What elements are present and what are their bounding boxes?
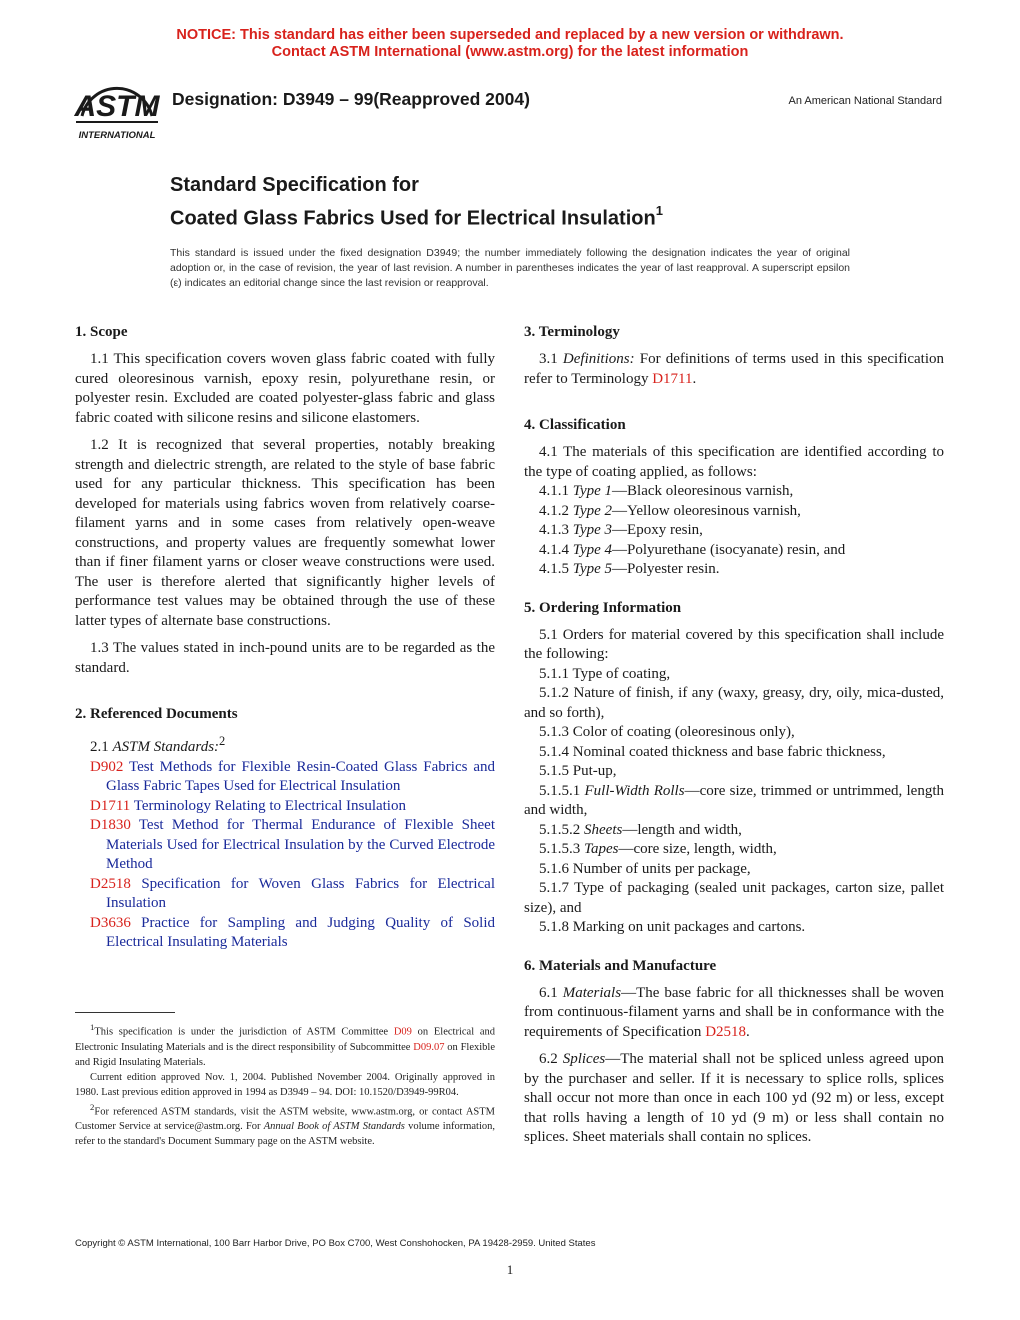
list-item: 5.1.6 Number of units per package, xyxy=(539,860,751,877)
notice-line-1: NOTICE: This standard has either been superseded and replaced by a new version or withdrawn. xyxy=(176,27,844,43)
list-item: 5.1.5.3 Tapes—core size, length, width, xyxy=(539,841,777,857)
paragraph-4-1: 4.1 The materials of this specification are identified according to the type of coating applied, as follows: xyxy=(524,444,944,480)
list-item: 5.1.2 Nature of finish, if any (waxy, greasy, dry, oily, mica-dusted, and so forth), xyxy=(524,685,944,721)
section-heading-ordering: 5. Ordering Information xyxy=(524,599,682,616)
title-line-2: Coated Glass Fabrics Used for Electrical Insulation$^1$ xyxy=(170,203,663,230)
reference-item[interactable]: D1830 Test Method for Thermal Endurance of Flexible Sheet Materials Used for Electrical Insulation by the Curved Electrode Method xyxy=(90,817,495,872)
list-item: 4.1.3 Type 3—Epoxy resin, xyxy=(539,522,703,538)
list-item: 4.1.2 Type 2—Yellow oleoresinous varnish, xyxy=(539,502,801,519)
footnote-current-edition: Current edition approved Nov. 1, 2004. Published November 2004. Originally approved in 1980. Last previous edition approved in 1994 as D3949 – 94. DOI: 10.1520/D3949-99R04. xyxy=(75,1071,495,1098)
american-national-standard: An American National Standard xyxy=(788,95,942,107)
reference-item[interactable]: D2518 Specification for Woven Glass Fabrics for Electrical Insulation xyxy=(90,875,495,911)
paragraph-1-2: 1.2 It is recognized that several properties, notably breaking strength and dielectric strength, are related to the style of base fabric used for any particular thickness. This specification has been developed for materials using fabrics woven from relatively coarse-filament yarns and in some cases from relatively open-weave constructions, and property values are frequently somewhat lower than if finer filament yarns or closer weave constructions were used. The user is therefore alerted that significantly higher levels of performance test values may be obtained through the use of these latter types of alternate base constructions. xyxy=(75,437,495,629)
list-item: 5.1.1 Type of coating, xyxy=(539,665,671,682)
subcommittee-link[interactable]: D09.07 xyxy=(413,1041,445,1053)
logo-text: INTERNATIONAL xyxy=(78,130,156,141)
paragraph-5-1: 5.1 Orders for material covered by this specification shall include the following: xyxy=(524,626,944,662)
copyright: Copyright © ASTM International, 100 Barr Harbor Drive, PO Box C700, West Conshohocken, PA 19428-2959. United States xyxy=(75,1238,596,1249)
astm-logo-icon xyxy=(72,72,162,144)
title-line-1: Standard Specification for xyxy=(170,174,419,196)
list-item: 4.1.5 Type 5—Polyester resin. xyxy=(539,561,720,577)
section-heading-terminology: 3. Terminology xyxy=(524,324,620,340)
page-title xyxy=(170,172,663,233)
section-heading-classification: 4. Classification xyxy=(524,417,626,433)
list-item: 5.1.4 Nominal coated thickness and base fabric thickness, xyxy=(539,743,886,760)
reference-item[interactable]: D1711 Terminology Relating to Electrical Insulation xyxy=(90,797,406,814)
footnote-1: $^1$This specification is under the jurisdiction of ASTM Committee D09 on Electrical and Electronic Insulating Materials and is the direct responsibility of Subcommittee D09.07 on Flexible and Rigid Insulating Materials. xyxy=(75,1022,496,1068)
withdrawal-notice xyxy=(0,27,1020,61)
section-heading-materials: 6. Materials and Manufacture xyxy=(524,957,717,974)
list-item: 5.1.5.1 Full-Width Rolls—core size, trimmed or untrimmed, length and width, xyxy=(524,782,944,818)
right-column xyxy=(524,322,944,1156)
terminology-link[interactable]: D1711 xyxy=(652,370,693,387)
left-column xyxy=(75,322,495,953)
paragraph-1-3: 1.3 The values stated in inch-pound units are to be regarded as the standard. xyxy=(75,640,495,676)
reference-item[interactable]: D3636 Practice for Sampling and Judging Quality of Solid Electrical Insulating Materials xyxy=(90,914,496,950)
list-item: 4.1.1 Type 1—Black oleoresinous varnish, xyxy=(539,483,794,499)
paragraph-1-1: 1.1 This specification covers woven glass fabric coated with fully cured oleoresinous varnish, epoxy resin, polyurethane resin, or polyester resin. Excluded are coated polyester-glass fabric and glass fabric coated with silicone resins and silicone elastomers. xyxy=(75,351,495,426)
specification-link[interactable]: D2518 xyxy=(705,1023,747,1040)
list-item: 5.1.5 Put-up, xyxy=(539,763,617,779)
list-item: 5.1.8 Marking on unit packages and cartons. xyxy=(539,919,806,935)
page-number: 1 xyxy=(506,1262,514,1277)
list-item: 5.1.7 Type of packaging (sealed unit packages, carton size, pallet size), and xyxy=(524,880,944,916)
list-item: 5.1.5.2 Sheets—length and width, xyxy=(539,821,742,838)
paragraph-2-1: 2.1 ASTM Standards:$^2$ xyxy=(90,734,226,755)
committee-link[interactable]: D09 xyxy=(393,1026,412,1038)
paragraph-6-2: 6.2 Splices—The material shall not be spliced unless agreed upon by the purchaser and seller. If it is necessary to splice rolls, splices shall occur not more than once in each 100 yd (92 m) or less, except that rolls having a length of 10 yd (9 m) or less shall contain no splices. Sheet materials shall contain no splices. xyxy=(524,1051,944,1145)
section-heading-referenced-documents: 2. Referenced Documents xyxy=(75,706,238,722)
footnotes xyxy=(75,1020,495,1149)
title-footnote-mark: 1 xyxy=(655,203,663,218)
designation: Designation: D3949 – 99(Reapproved 2004) xyxy=(172,89,530,109)
footnote-2: $^2$For referenced ASTM standards, visit the ASTM website, www.astm.org, or contact ASTM Customer Service at service@astm.org. For Annual Book of ASTM Standards volume information, refer to the standard's Document Summary page on the ASTM website. xyxy=(75,1101,495,1147)
footnote-divider xyxy=(75,1012,175,1013)
section-heading-scope: 1. Scope xyxy=(75,324,128,340)
list-item: 5.1.3 Color of coating (oleoresinous only), xyxy=(539,724,795,740)
reference-item[interactable]: D902 Test Methods for Flexible Resin-Coated Glass Fabrics and Glass Fabric Tapes Used for Electrical Insulation xyxy=(90,758,495,794)
paragraph-6-1: 6.1 Materials—The base fabric for all thicknesses shall be woven from continuous-filament yarns and shall be in conformance with the requirements of Specification D2518. xyxy=(524,984,944,1040)
list-item: 4.1.4 Type 4—Polyurethane (isocyanate) resin, and xyxy=(539,541,846,558)
paragraph-3-1: 3.1 Definitions: For definitions of terms used in this specification refer to Terminology D1711. xyxy=(524,351,945,387)
logo-mark: ASTM xyxy=(74,90,160,123)
issuance-note: This standard is issued under the fixed designation D3949; the number immediately following the designation indicates the year of original adoption or, in the case of revision, the year of last revision. A number in parentheses indicates the year of last reapproval. A superscript epsilon (ε) indicates an editorial change since the last revision or reapproval. xyxy=(170,247,850,289)
notice-line-2: Contact ASTM International (www.astm.org) for the latest information xyxy=(271,44,749,60)
